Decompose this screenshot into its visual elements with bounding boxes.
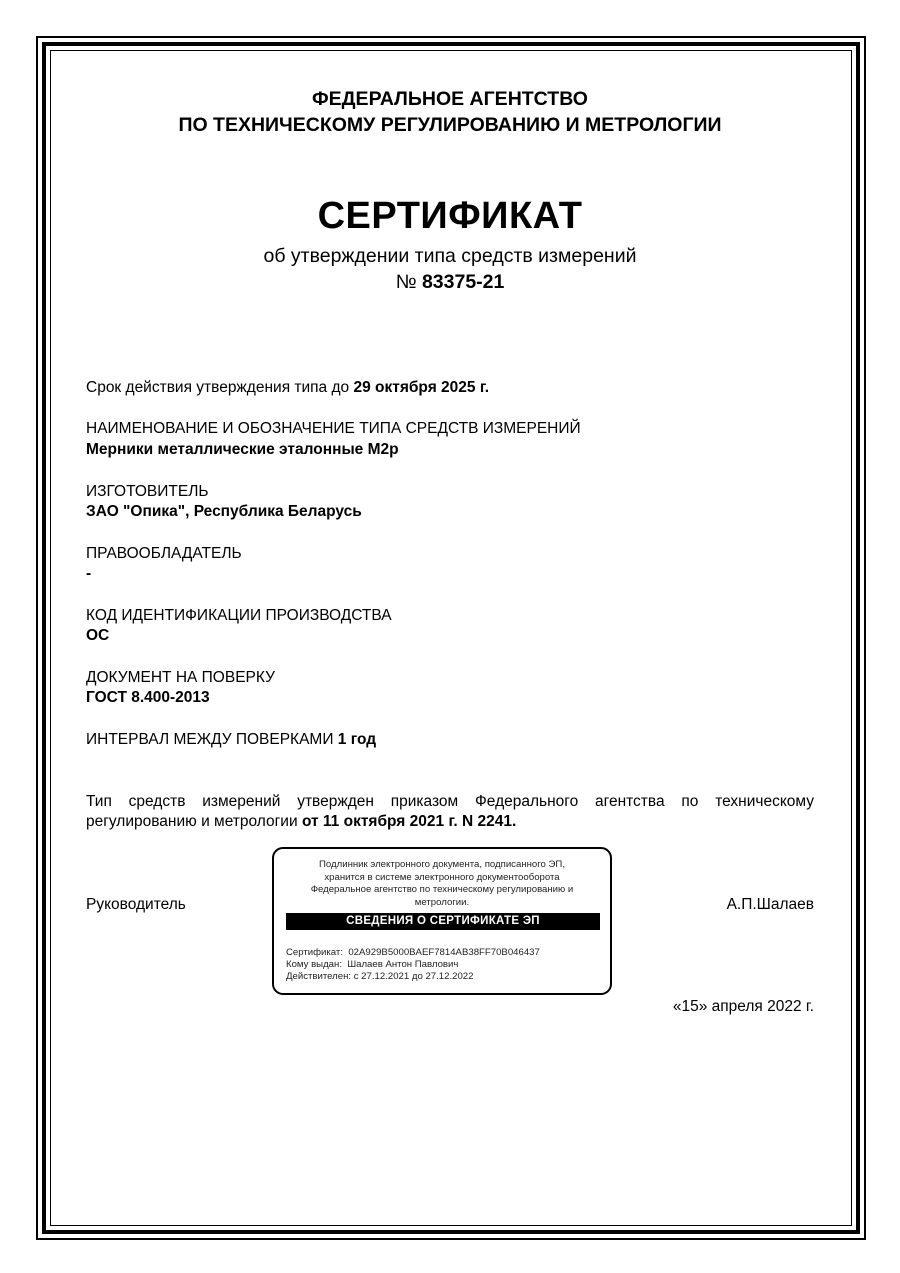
signature-date: «15» апреля 2022 г. xyxy=(672,998,814,1015)
stamp-issued-row xyxy=(286,959,458,971)
holder-label: ПРАВООБЛАДАТЕЛЬ xyxy=(86,545,242,562)
certificate-number xyxy=(0,269,900,295)
validity-label: Срок действия утверждения типа до xyxy=(86,379,350,396)
stamp-note-line: Подлинник электронного документа, подписанного ЭП, xyxy=(319,859,565,870)
stamp-cert-value: 02A929B5000BAEF7814AB38FF70B046437 xyxy=(348,947,540,958)
interval-value: 1 год xyxy=(337,731,377,748)
doc-value: ГОСТ 8.400-2013 xyxy=(86,689,210,706)
stamp-header-bar: СВЕДЕНИЯ О СЕРТИФИКАТЕ ЭП xyxy=(286,913,600,930)
approval-line-2 xyxy=(86,811,516,832)
number-prefix: № xyxy=(395,271,417,293)
maker-value: ЗАО "Опика", Республика Беларусь xyxy=(86,503,362,520)
stamp-cert-label: Сертификат: xyxy=(286,947,343,958)
holder-value: - xyxy=(86,565,92,582)
code-value: ОС xyxy=(86,627,110,644)
approval-line-1: Тип средств измерений утвержден приказом Федерального агентства по техническому xyxy=(86,793,814,810)
approval-order: от 11 октября 2021 г. N 2241. xyxy=(301,813,517,830)
name-value: Мерники металлические эталонные М2р xyxy=(86,441,399,458)
interval-line xyxy=(86,729,376,750)
stamp-cert-row xyxy=(286,947,540,959)
validity-line xyxy=(86,377,489,398)
code-label: КОД ИДЕНТИФИКАЦИИ ПРОИЗВОДСТВА xyxy=(86,607,392,624)
name-label: НАИМЕНОВАНИЕ И ОБОЗНАЧЕНИЕ ТИПА СРЕДСТВ ИЗМЕРЕНИЙ xyxy=(86,420,581,437)
doc-label: ДОКУМЕНТ НА ПОВЕРКУ xyxy=(86,669,275,686)
stamp-valid-label: Действителен: xyxy=(286,971,352,982)
signatory-name: А.П.Шалаев xyxy=(726,896,814,913)
stamp-valid-row xyxy=(286,971,473,983)
certificate-title: СЕРТИФИКАТ xyxy=(317,195,583,237)
agency-line-2: ПО ТЕХНИЧЕСКОМУ РЕГУЛИРОВАНИЮ И МЕТРОЛОГИИ xyxy=(178,114,722,136)
stamp-note xyxy=(274,859,610,909)
number-value: 83375-21 xyxy=(421,271,505,293)
stamp-issued-value: Шалаев Антон Павлович xyxy=(347,959,459,970)
certificate-subtitle: об утверждении типа средств измерений xyxy=(263,245,637,267)
stamp-valid-value: с 27.12.2021 до 27.12.2022 xyxy=(353,971,474,982)
stamp-issued-label: Кому выдан: xyxy=(286,959,342,970)
e-signature-stamp xyxy=(272,847,612,995)
signature-role: Руководитель xyxy=(86,896,186,913)
validity-value: 29 октября 2025 г. xyxy=(353,379,490,396)
stamp-note-line: Федеральное агентство по техническому регулированию и xyxy=(310,884,574,895)
stamp-note-line: метрологии. xyxy=(414,896,470,908)
agency-line-1: ФЕДЕРАЛЬНОЕ АГЕНТСТВО xyxy=(312,88,588,110)
stamp-note-line: хранится в системе электронного документооборота xyxy=(324,871,560,883)
maker-label: ИЗГОТОВИТЕЛЬ xyxy=(86,483,209,500)
approval-text: регулированию и метрологии xyxy=(86,813,298,830)
interval-label: ИНТЕРВАЛ МЕЖДУ ПОВЕРКАМИ xyxy=(86,731,334,748)
